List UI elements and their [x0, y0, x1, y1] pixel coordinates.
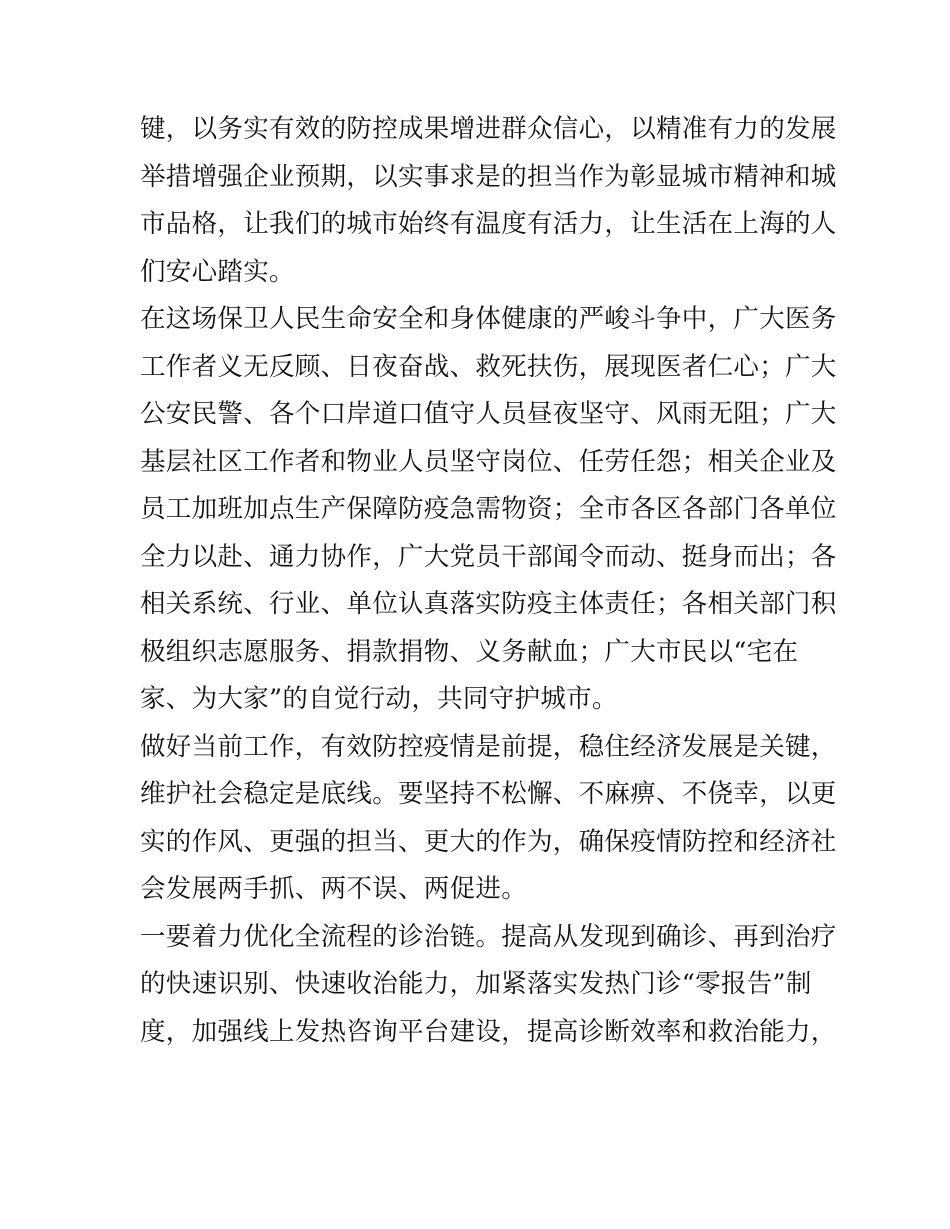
- text-line: 维护社会稳定是底线。要坚持不松懈、不麻痹、不侥幸，以更: [140, 779, 837, 809]
- paragraph-2: [140, 296, 837, 724]
- text-line: 相关系统、行业、单位认真落实防疫主体责任；各相关部门积: [140, 589, 837, 619]
- paragraph-1: [140, 106, 837, 296]
- text-line: 做好当前工作，有效防控疫情是前提，稳住经济发展是关键，: [140, 731, 837, 762]
- text-line: 公安民警、各个口岸道口值守人员昼夜坚守、风雨无阻；广大: [140, 399, 837, 429]
- text-line: 们安心踏实。: [140, 256, 295, 287]
- text-line: 基层社区工作者和物业人员坚守岗位、任劳任怨；相关企业及: [140, 446, 837, 477]
- text-line: 员工加班加点生产保障防疫急需物资；全市各区各部门各单位: [140, 494, 837, 524]
- text-line: 家、为大家”的自觉行动，共同守护城市。: [140, 684, 618, 714]
- text-line: 极组织志愿服务、捐款捐物、义务献血；广大市民以“宅在: [140, 636, 799, 667]
- paragraph-3: [140, 724, 837, 914]
- text-line: 举措增强企业预期，以实事求是的担当作为彰显城市精神和城: [140, 161, 837, 192]
- text-line: 一要着力优化全流程的诊治链。提高从发现到确诊、再到治疗: [140, 921, 837, 952]
- text-line: 的快速识别、快速收治能力，加紧落实发热门诊“零报告”制: [140, 969, 812, 999]
- text-line: 全力以赴、通力协作，广大党员干部闻令而动、挺身而出；各: [140, 541, 837, 572]
- paragraph-4: [140, 914, 837, 1057]
- text-line: 工作者义无反顾、日夜奋战、救死扶伤，展现医者仁心；广大: [140, 351, 837, 382]
- text-line: 度，加强线上发热咨询平台建设，提高诊断效率和救治能力，: [140, 1016, 837, 1047]
- document-body: [140, 106, 837, 1056]
- text-line: 键，以务实有效的防控成果增进群众信心，以精准有力的发展: [140, 114, 837, 144]
- text-line: 实的作风、更强的担当、更大的作为，确保疫情防控和经济社: [140, 826, 837, 857]
- text-line: 市品格，让我们的城市始终有温度有活力，让生活在上海的人: [140, 209, 837, 239]
- text-line: 在这场保卫人民生命安全和身体健康的严峻斗争中，广大医务: [140, 304, 837, 334]
- text-line: 会发展两手抓、两不误、两促进。: [140, 874, 528, 904]
